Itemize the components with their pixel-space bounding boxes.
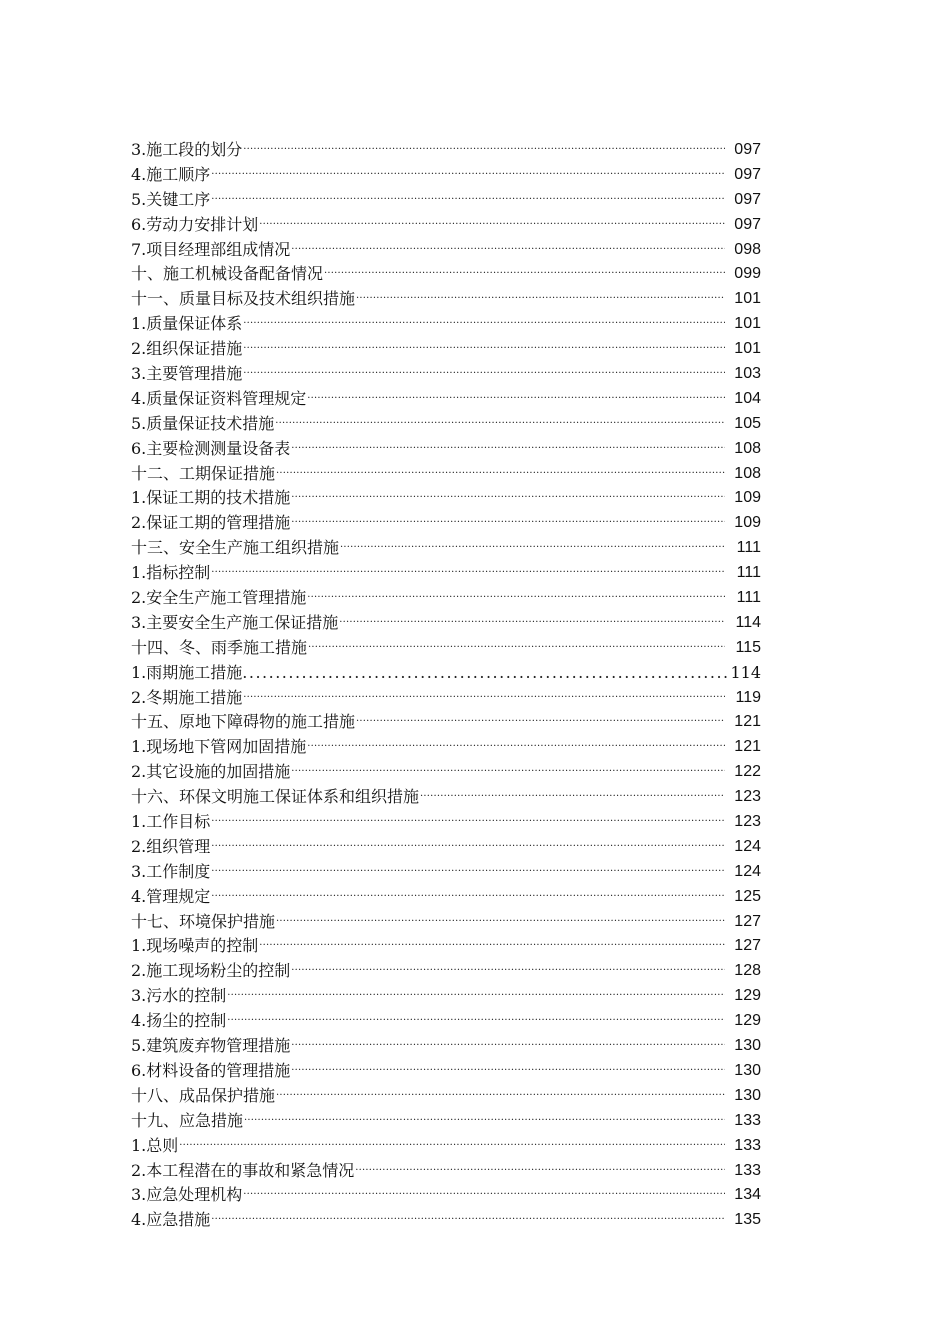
toc-entry-title: 3.应急处理机构 — [131, 1185, 243, 1205]
toc-entry-page-number: 127 — [734, 937, 761, 955]
toc-entry-title: 1.雨期施工措施 — [131, 662, 243, 682]
toc-entry-title: 1.工作目标 — [131, 812, 211, 832]
toc-entry[interactable] — [131, 984, 761, 1009]
toc-entry[interactable] — [131, 536, 761, 561]
toc-entry-page-number: 124 — [734, 862, 761, 880]
toc-dot-leader — [291, 1034, 725, 1059]
toc-dot-leader — [179, 1134, 725, 1159]
toc-entry-title: 4.管理规定 — [131, 886, 211, 906]
toc-entry-title: 1.总则 — [131, 1135, 179, 1155]
toc-entry[interactable] — [131, 1208, 761, 1233]
toc-entry[interactable] — [131, 362, 761, 387]
toc-entry-title: 十四、冬、雨季施工措施 — [131, 637, 308, 657]
toc-entry-page-number: 124 — [734, 837, 761, 855]
toc-entry-title: 6.劳动力安排计划 — [131, 214, 259, 234]
toc-dot-leader — [276, 910, 725, 935]
toc-dot-leader — [291, 238, 725, 263]
toc-entry[interactable] — [131, 462, 761, 487]
toc-dot-leader — [211, 885, 725, 910]
toc-dot-leader — [211, 188, 725, 213]
toc-entry-page-number: 121 — [734, 713, 761, 731]
toc-dot-leader — [308, 636, 725, 661]
toc-entry-page-number: 114 — [735, 613, 761, 631]
toc-entry-title: 2.组织保证措施 — [131, 339, 243, 359]
toc-dot-leader — [211, 1208, 725, 1233]
toc-entry-page-number: 101 — [734, 340, 761, 358]
table-of-contents — [131, 138, 761, 1233]
toc-entry[interactable] — [131, 959, 761, 984]
toc-entry[interactable] — [131, 835, 761, 860]
toc-entry-title: 2.其它设施的加固措施 — [131, 762, 291, 782]
toc-entry-page-number: 133 — [734, 1161, 761, 1179]
toc-entry-page-number: 105 — [734, 414, 761, 432]
toc-entry-title: 6.主要检测测量设备表 — [131, 438, 291, 458]
toc-entry-page-number: 129 — [734, 987, 761, 1005]
toc-entry-title: 4.应急措施 — [131, 1210, 211, 1230]
toc-dot-leader — [211, 163, 725, 188]
toc-dot-leader — [291, 760, 725, 785]
toc-dot-leader — [291, 959, 725, 984]
toc-entry-page-number: 127 — [734, 912, 761, 930]
toc-entry-title: 3.工作制度 — [131, 861, 211, 881]
toc-entry-title: 4.施工顺序 — [131, 164, 211, 184]
toc-entry-page-number: 097 — [734, 190, 761, 208]
toc-dot-leader — [340, 536, 725, 561]
toc-entry[interactable] — [131, 611, 761, 636]
toc-dot-leader — [291, 1059, 725, 1084]
toc-entry-page-number: 109 — [734, 489, 761, 507]
toc-dot-leader — [339, 611, 725, 636]
toc-entry-title: 2.施工现场粉尘的控制 — [131, 961, 291, 981]
toc-entry-title: 3.污水的控制 — [131, 986, 227, 1006]
toc-entry-page-number: 108 — [734, 464, 761, 482]
toc-entry[interactable] — [131, 412, 761, 437]
toc-dot-leader — [243, 138, 725, 163]
toc-entry[interactable] — [131, 138, 761, 163]
toc-dot-leader — [211, 810, 725, 835]
toc-dot-leader — [324, 262, 725, 287]
toc-entry[interactable] — [131, 312, 761, 337]
toc-entry-page-number: 098 — [734, 240, 761, 258]
toc-dot-leader — [243, 1183, 725, 1208]
toc-entry[interactable] — [131, 387, 761, 412]
toc-entry[interactable] — [131, 437, 761, 462]
toc-entry[interactable] — [131, 337, 761, 362]
toc-entry-page-number: 133 — [734, 1136, 761, 1154]
toc-entry-page-number: 103 — [734, 365, 761, 382]
toc-entry-page-number: 101 — [734, 290, 761, 308]
toc-entry-title: 4.扬尘的控制 — [131, 1011, 227, 1031]
toc-entry[interactable] — [131, 1159, 761, 1184]
toc-entry-page-number: 097 — [734, 215, 761, 233]
toc-entry-page-number: 114 — [730, 662, 761, 682]
toc-entry-page-number: 123 — [734, 788, 761, 806]
toc-entry-page-number: 108 — [734, 439, 761, 457]
toc-entry-page-number: 128 — [734, 962, 761, 980]
toc-dot-leader — [291, 486, 725, 511]
toc-dot-leader — [307, 387, 725, 412]
toc-entry-title: 5.建筑废弃物管理措施 — [131, 1036, 291, 1056]
toc-entry-title: 2.组织管理 — [131, 836, 211, 856]
toc-dot-leader — [211, 835, 725, 860]
toc-entry-page-number: 125 — [734, 887, 761, 905]
toc-dot-leader — [356, 287, 725, 312]
toc-entry[interactable] — [131, 1183, 761, 1208]
toc-entry[interactable] — [131, 1109, 761, 1134]
toc-entry-title: 十三、安全生产施工组织措施 — [131, 538, 340, 558]
toc-dot-leader — [259, 934, 725, 959]
toc-entry[interactable] — [131, 935, 761, 960]
toc-entry-title: 3.主要安全生产施工保证措施 — [131, 612, 339, 632]
toc-entry[interactable] — [131, 561, 761, 586]
toc-entry-title: 2.冬期施工措施 — [131, 687, 243, 707]
toc-dot-leader — [291, 437, 725, 462]
toc-entry[interactable] — [131, 262, 761, 287]
toc-entry-page-number: 130 — [734, 1086, 761, 1104]
toc-entry[interactable] — [131, 1059, 761, 1084]
toc-entry-page-number: 134 — [734, 1186, 761, 1204]
toc-entry[interactable] — [131, 810, 761, 835]
toc-dot-leader — [356, 710, 725, 735]
toc-entry-title: 十六、环保文明施工保证体系和组织措施 — [131, 787, 420, 807]
toc-entry-page-number: 121 — [734, 738, 761, 756]
toc-entry-title: 2.安全生产施工管理措施 — [131, 588, 307, 608]
toc-dot-leader — [211, 561, 725, 586]
toc-entry-page-number: 122 — [734, 763, 761, 781]
toc-dot-leader — [244, 1109, 725, 1134]
toc-entry-page-number: 111 — [736, 539, 761, 557]
toc-dot-leader — [276, 1084, 725, 1109]
toc-entry-page-number: 099 — [734, 265, 761, 283]
toc-entry-title: 十一、质量目标及技术组织措施 — [131, 289, 356, 309]
toc-entry[interactable] — [131, 188, 761, 213]
toc-entry-page-number: 097 — [734, 140, 761, 158]
toc-entry[interactable] — [131, 1009, 761, 1034]
toc-entry-page-number: 115 — [735, 638, 761, 656]
toc-entry-title: 5.关键工序 — [131, 189, 211, 209]
toc-entry[interactable] — [131, 511, 761, 536]
toc-dot-leader — [243, 686, 725, 711]
toc-dot-leader — [259, 213, 725, 238]
toc-dot-leader — [307, 586, 725, 611]
toc-dot-leader — [275, 412, 725, 437]
toc-entry-page-number: 133 — [734, 1111, 761, 1129]
toc-entry-title: 十、施工机械设备配备情况 — [131, 264, 324, 284]
toc-entry-page-number: 111 — [736, 564, 761, 582]
toc-entry[interactable] — [131, 163, 761, 188]
toc-entry[interactable] — [131, 287, 761, 312]
toc-entry[interactable] — [131, 686, 761, 711]
toc-dot-leader — [227, 984, 725, 1009]
toc-entry-title: 2.保证工期的管理措施 — [131, 513, 291, 533]
toc-dot-leader — [276, 462, 725, 487]
toc-entry[interactable] — [131, 760, 761, 785]
toc-dot-leader — [355, 1159, 725, 1184]
toc-dot-leader — [227, 1009, 725, 1034]
toc-entry[interactable] — [131, 661, 761, 686]
toc-entry-title: 6.材料设备的管理措施 — [131, 1060, 291, 1080]
toc-entry[interactable] — [131, 1034, 761, 1059]
toc-entry-page-number: 104 — [734, 389, 761, 407]
toc-dot-leader — [243, 362, 725, 387]
toc-entry-title: 1.现场地下管网加固措施 — [131, 737, 307, 757]
toc-entry[interactable] — [131, 785, 761, 810]
toc-entry-title: 4.质量保证资料管理规定 — [131, 388, 307, 408]
toc-entry[interactable] — [131, 486, 761, 511]
toc-entry-page-number: 123 — [734, 813, 761, 831]
toc-dot-leader — [307, 735, 725, 760]
toc-entry-title: 十五、原地下障碍物的施工措施 — [131, 712, 356, 732]
toc-entry[interactable] — [131, 735, 761, 760]
toc-entry[interactable] — [131, 636, 761, 661]
toc-dot-leader — [420, 785, 725, 810]
toc-entry[interactable] — [131, 1084, 761, 1109]
toc-entry[interactable] — [131, 710, 761, 735]
toc-dot-leader — [243, 312, 725, 337]
toc-entry-page-number: 101 — [734, 315, 761, 333]
toc-entry-page-number: 130 — [734, 1061, 761, 1079]
toc-entry-page-number: 109 — [734, 514, 761, 532]
toc-entry[interactable] — [131, 213, 761, 238]
toc-entry[interactable] — [131, 885, 761, 910]
toc-entry-title: 十八、成品保护措施 — [131, 1085, 276, 1105]
toc-entry-title: 1.质量保证体系 — [131, 314, 243, 334]
toc-entry-title: 5.质量保证技术措施 — [131, 413, 275, 433]
toc-entry-title: 2.本工程潜在的事故和紧急情况 — [131, 1160, 355, 1180]
toc-entry-title: 十二、工期保证措施 — [131, 463, 276, 483]
toc-entry-title: 十七、环境保护措施 — [131, 911, 276, 931]
toc-dot-leader — [291, 511, 725, 536]
toc-entry-title: 1.指标控制 — [131, 563, 211, 583]
toc-dot-leader — [242, 661, 730, 686]
toc-entry[interactable] — [131, 860, 761, 885]
toc-entry-page-number: 135 — [734, 1211, 761, 1229]
toc-entry-title: 7.项目经理部组成情况 — [131, 239, 291, 259]
toc-dot-leader — [211, 860, 725, 885]
toc-entry-title: 3.施工段的划分 — [131, 139, 243, 159]
toc-entry-title: 1.现场噪声的控制 — [131, 936, 259, 956]
toc-entry[interactable] — [131, 1134, 761, 1159]
toc-entry-title: 1.保证工期的技术措施 — [131, 488, 291, 508]
toc-entry-title: 十九、应急措施 — [131, 1110, 244, 1130]
toc-entry-page-number: 119 — [735, 688, 761, 706]
toc-entry-title: 3.主要管理措施 — [131, 364, 243, 383]
toc-dot-leader — [243, 337, 725, 362]
toc-entry-page-number: 097 — [734, 165, 761, 183]
toc-entry-page-number: 129 — [734, 1012, 761, 1030]
toc-entry-page-number: 111 — [736, 589, 761, 607]
toc-entry[interactable] — [131, 586, 761, 611]
toc-entry[interactable] — [131, 238, 761, 263]
toc-entry[interactable] — [131, 910, 761, 935]
toc-entry-page-number: 130 — [734, 1037, 761, 1055]
